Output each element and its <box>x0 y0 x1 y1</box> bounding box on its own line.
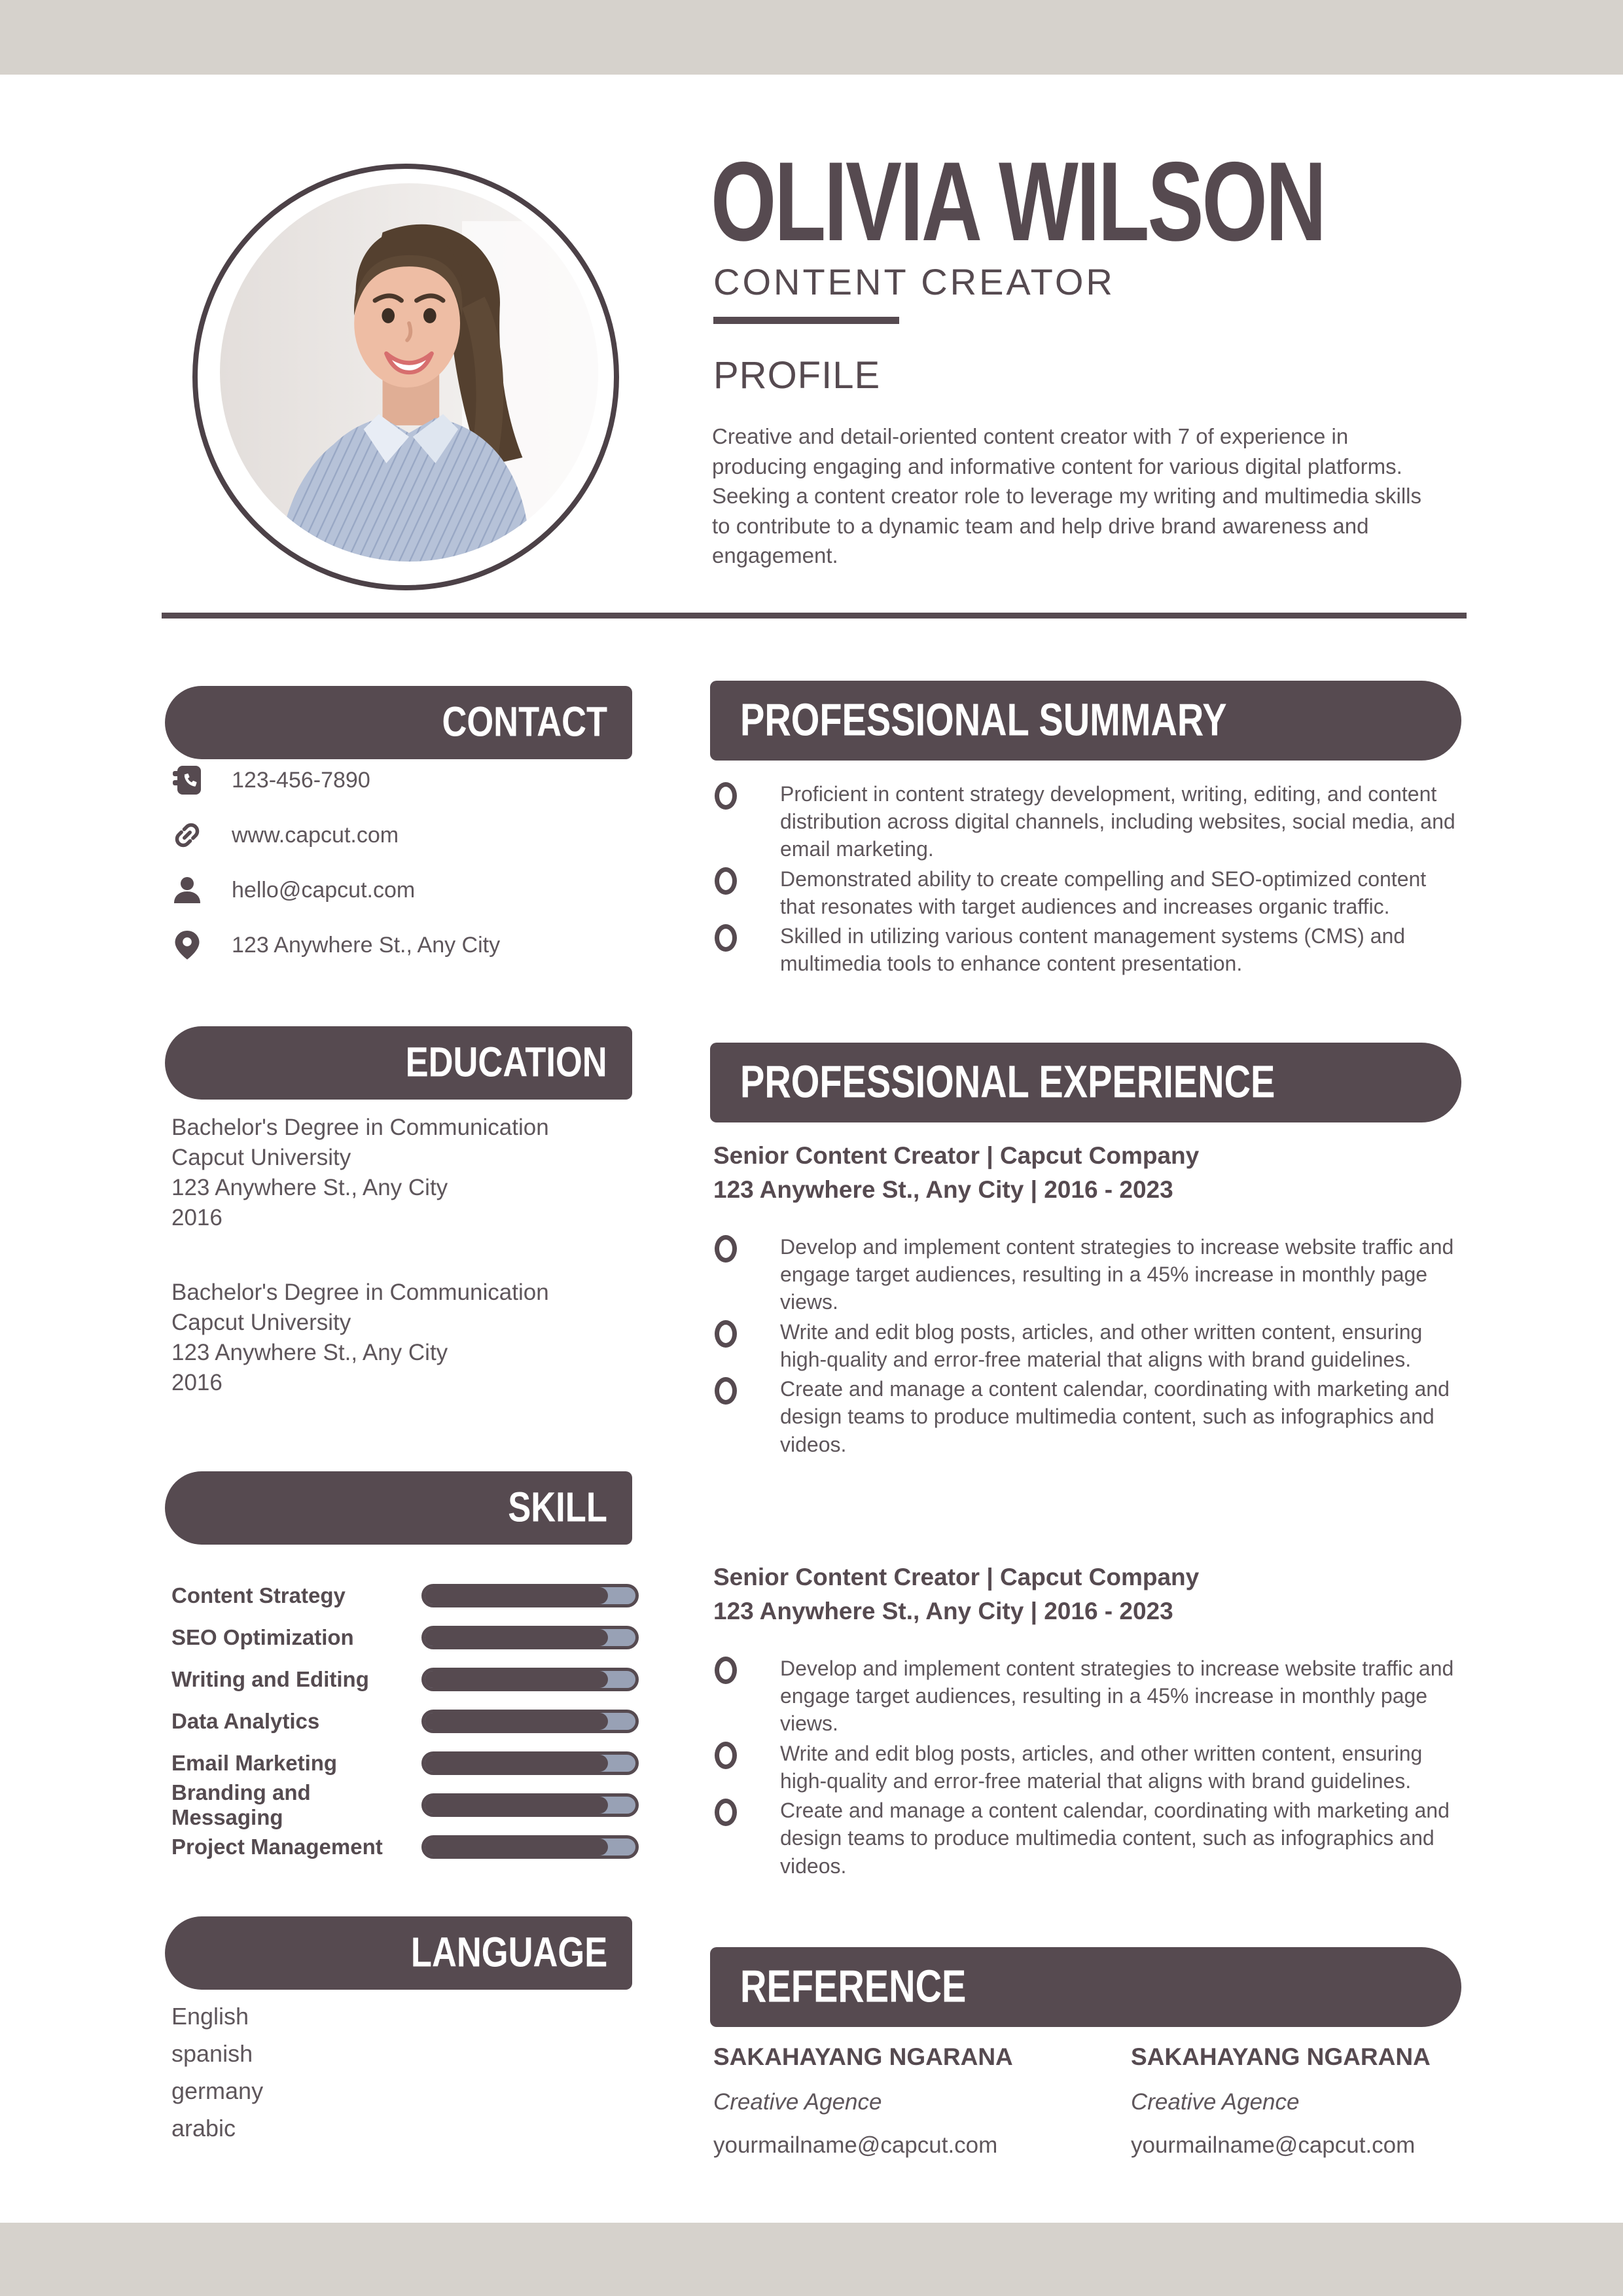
summary-bullet <box>715 780 1464 863</box>
skill-bar-fill <box>425 1755 608 1772</box>
skill-label: SEO Optimization <box>171 1625 354 1649</box>
skill-bar-fill <box>425 1629 608 1646</box>
link-icon <box>171 819 203 851</box>
job-bullet <box>715 1233 1464 1316</box>
reference-company: Creative Agence <box>1131 2089 1300 2115</box>
skill-bar-fill <box>425 1671 608 1688</box>
skill-label: Content Strategy <box>171 1583 346 1607</box>
job-meta: 123 Anywhere St., Any City | 2016 - 2023 <box>713 1598 1173 1624</box>
ring-bullet-icon <box>715 1377 737 1405</box>
skill-bar <box>421 1793 639 1817</box>
ring-bullet-icon <box>715 1320 737 1348</box>
education-section-header <box>165 1026 632 1100</box>
bottom-band <box>0 2223 1623 2296</box>
summary-bullet <box>715 865 1464 920</box>
education-heading: EDUCATION <box>405 1038 607 1086</box>
job-bullet <box>715 1740 1464 1795</box>
education-year: 2016 <box>171 1370 223 1395</box>
contact-item-website <box>171 819 636 851</box>
contact-item-phone <box>171 764 636 796</box>
summary-bullet-text: Proficient in content strategy development, writing, editing, and content distribution across digital channels, including websites, social media, and email marketing. <box>780 782 1455 861</box>
education-school: Capcut University <box>171 1310 351 1335</box>
education-entry <box>171 1113 549 1233</box>
job-bullet <box>715 1655 1464 1738</box>
skill-bar <box>421 1835 639 1859</box>
contact-phone: 123-456-7890 <box>232 767 370 793</box>
skill-row <box>171 1826 639 1868</box>
skill-label: Data Analytics <box>171 1709 320 1733</box>
job-bullet <box>715 1797 1464 1880</box>
job-bullets <box>715 1233 1464 1460</box>
skill-row <box>171 1700 639 1742</box>
ring-bullet-icon <box>715 924 737 952</box>
skill-label: Writing and Editing <box>171 1667 369 1691</box>
reference-section-header <box>710 1947 1461 2027</box>
job-heading <box>713 1560 1199 1628</box>
contact-website: www.capcut.com <box>232 822 399 848</box>
skill-row <box>171 1659 639 1700</box>
skill-label: Email Marketing <box>171 1751 338 1775</box>
skill-bar-fill <box>425 1587 608 1604</box>
contact-list <box>171 764 636 984</box>
job-title: Senior Content Creator | Capcut Company <box>713 1564 1200 1590</box>
summary-heading: PROFESSIONAL SUMMARY <box>740 694 1227 745</box>
summary-bullet-text: Skilled in utilizing various content management systems (CMS) and multimedia tools to enhance content presentation. <box>780 924 1406 976</box>
language-item: arabic <box>171 2115 236 2142</box>
job-bullet-text: Create and manage a content calendar, coordinating with marketing and design teams to produce multimedia content, such as infographics and videos. <box>780 1799 1450 1878</box>
reference-name: SAKAHAYANG NGARANA <box>713 2043 1013 2070</box>
education-address: 123 Anywhere St., Any City <box>171 1340 448 1365</box>
profile-photo <box>220 183 598 562</box>
skill-bar <box>421 1710 639 1733</box>
language-item: spanish <box>171 2040 253 2067</box>
skill-bar <box>421 1584 639 1607</box>
ring-bullet-icon <box>715 782 737 810</box>
header-divider <box>162 613 1467 619</box>
job-meta: 123 Anywhere St., Any City | 2016 - 2023 <box>713 1176 1173 1203</box>
skill-label: Project Management <box>171 1835 383 1859</box>
job-bullet <box>715 1318 1464 1373</box>
summary-bullet-text: Demonstrated ability to create compelling and SEO-optimized content that resonates with target audiences and increases organic traffic. <box>780 867 1427 918</box>
profile-photo-ring <box>192 164 619 590</box>
job-bullet <box>715 1375 1464 1458</box>
summary-section-header <box>710 681 1461 761</box>
language-section-header <box>165 1916 632 1990</box>
experience-heading: PROFESSIONAL EXPERIENCE <box>740 1056 1275 1107</box>
job-bullet-text: Develop and implement content strategies to increase website traffic and engage target audiences, resulting in a 45% increase in monthly page views. <box>780 1235 1454 1314</box>
person-name: OLIVIA WILSON <box>711 139 1325 264</box>
ring-bullet-icon <box>715 867 737 895</box>
avatar-illustration <box>220 183 598 562</box>
reference-entry <box>713 2043 1013 2159</box>
contact-item-address <box>171 929 636 961</box>
contact-heading: CONTACT <box>442 698 607 745</box>
skill-bar <box>421 1668 639 1691</box>
contact-section-header <box>165 686 632 759</box>
job-bullet-text: Develop and implement content strategies to increase website traffic and engage target audiences, resulting in a 45% increase in monthly page views. <box>780 1657 1454 1736</box>
education-degree: Bachelor's Degree in Communication <box>171 1115 549 1140</box>
top-band <box>0 0 1623 75</box>
location-pin-icon <box>171 929 203 961</box>
ring-bullet-icon <box>715 1799 737 1826</box>
skill-bar-fill <box>425 1713 608 1730</box>
skill-row <box>171 1575 639 1617</box>
languages-list <box>171 1998 263 2147</box>
language-heading: LANGUAGE <box>410 1928 607 1976</box>
skill-label: Branding and Messaging <box>171 1780 311 1829</box>
skill-bar-fill <box>425 1797 608 1814</box>
summary-bullet <box>715 922 1464 977</box>
reference-email: yourmailname@capcut.com <box>1131 2132 1416 2158</box>
summary-bullets <box>715 780 1464 980</box>
profile-text: Creative and detail-oriented content creator with 7 of experience in producing engaging and informative content for various digital platforms. Seeking a content creator role to leverage my writing and multimedia skills to contribute to a dynamic team and help drive brand awareness and engagement. <box>712 424 1422 568</box>
reference-entry <box>1131 2043 1431 2159</box>
skill-bar <box>421 1751 639 1775</box>
job-bullet-text: Write and edit blog posts, articles, and other written content, ensuring high-quality and error-free material that aligns with brand guidelines. <box>780 1741 1423 1793</box>
reference-company: Creative Agence <box>713 2089 882 2115</box>
language-item: germany <box>171 2077 264 2104</box>
education-address: 123 Anywhere St., Any City <box>171 1175 448 1200</box>
reference-name: SAKAHAYANG NGARANA <box>1131 2043 1431 2070</box>
education-degree: Bachelor's Degree in Communication <box>171 1280 549 1305</box>
skill-section-header <box>165 1471 632 1545</box>
reference-email: yourmailname@capcut.com <box>713 2132 998 2158</box>
ring-bullet-icon <box>715 1742 737 1769</box>
job-heading <box>713 1139 1199 1207</box>
profile-heading: PROFILE <box>713 354 881 397</box>
contact-address: 123 Anywhere St., Any City <box>232 932 501 958</box>
skill-row <box>171 1780 639 1829</box>
education-school: Capcut University <box>171 1145 351 1170</box>
skill-row <box>171 1617 639 1659</box>
skill-bar <box>421 1626 639 1649</box>
skill-bar-fill <box>425 1839 608 1856</box>
ring-bullet-icon <box>715 1235 737 1263</box>
person-role: CONTENT CREATOR <box>713 261 1115 302</box>
skill-heading: SKILL <box>508 1483 607 1531</box>
job-bullet-text: Write and edit blog posts, articles, and other written content, ensuring high-quality and error-free material that aligns with brand guidelines. <box>780 1319 1423 1371</box>
experience-section-header <box>710 1043 1461 1122</box>
job-bullets <box>715 1655 1464 1882</box>
role-underline <box>713 317 899 324</box>
skill-row <box>171 1742 639 1784</box>
reference-heading: REFERENCE <box>740 1960 967 2012</box>
language-item: English <box>171 2003 249 2030</box>
ring-bullet-icon <box>715 1657 737 1684</box>
job-title: Senior Content Creator | Capcut Company <box>713 1142 1200 1169</box>
contact-email: hello@capcut.com <box>232 877 416 903</box>
contact-item-email <box>171 874 636 906</box>
education-year: 2016 <box>171 1205 223 1230</box>
person-icon <box>171 874 203 906</box>
job-bullet-text: Create and manage a content calendar, coordinating with marketing and design teams to produce multimedia content, such as infographics and videos. <box>780 1377 1450 1456</box>
skills-list <box>171 1575 639 1868</box>
education-entry <box>171 1278 549 1398</box>
phone-book-icon <box>171 764 203 796</box>
